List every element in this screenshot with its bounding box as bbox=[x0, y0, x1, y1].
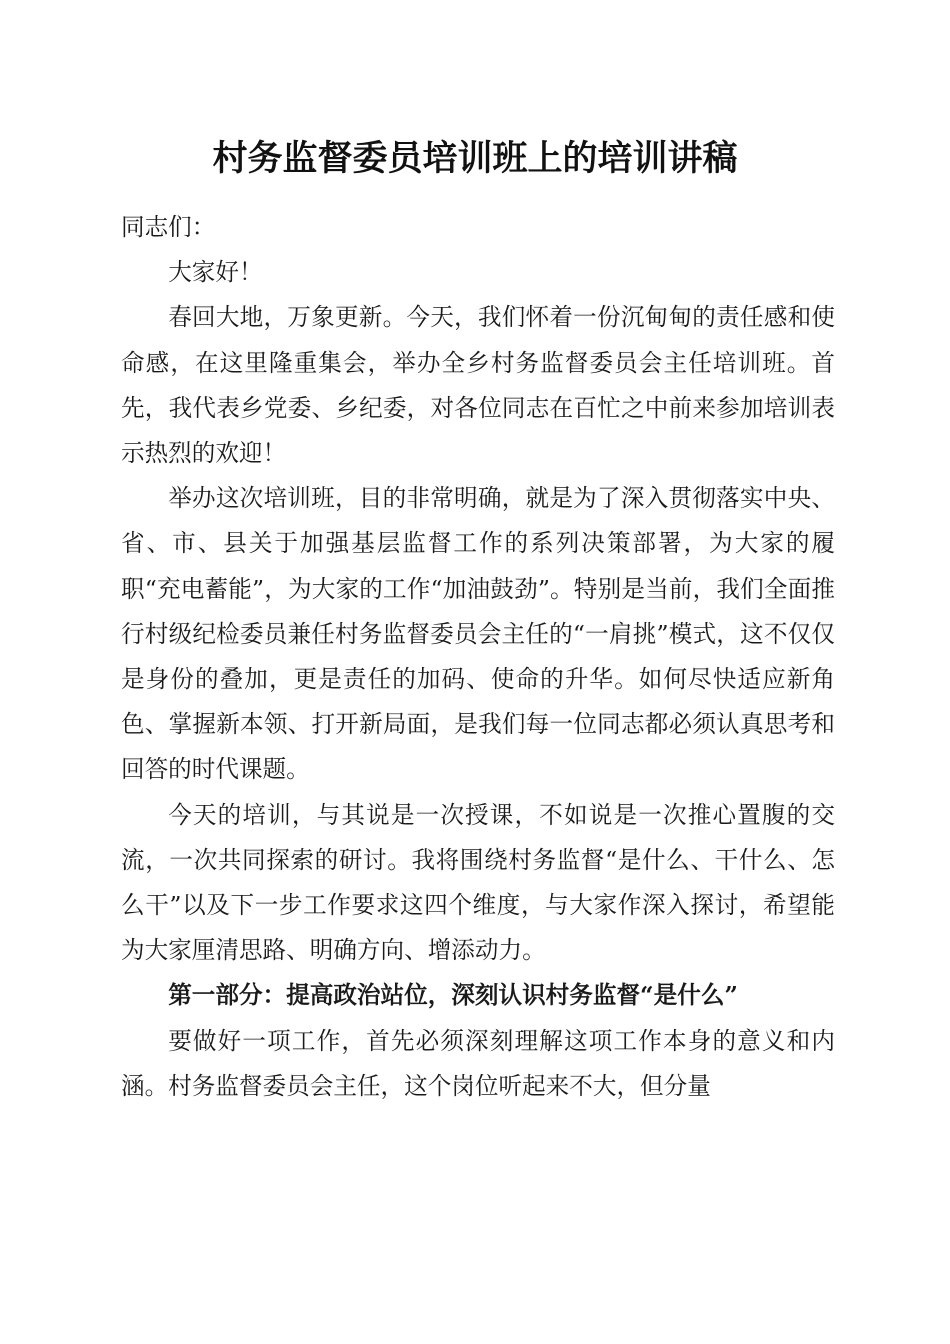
paragraph-3: 今天的培训，与其说是一次授课，不如说是一次推心置腹的交流，一次共同探索的研讨。我将围绕村务监督“是什么、干什么、怎么干”以及下一步工作要求这四个维度，与大家作深入探讨，希望能为大家厘清思路、明确方向、增添动力。 bbox=[121, 800, 835, 965]
salutation: 同志们： bbox=[121, 213, 216, 241]
paragraph-2: 举办这次培训班，目的非常明确，就是为了深入贯彻落实中央、省、市、县关于加强基层监督工作的系列决策部署，为大家的履职“充电蓄能”，为大家的工作“加油鼓劲”。特别是当前，我们全面推行村级纪检委员兼任村务监督委员会主任的“一肩挑”模式，这不仅仅是身份的叠加，更是责任的加码、使命的升华。如何尽快适应新角色、掌握新本领、打开新局面，是我们每一位同志都必须认真思考和回答的时代课题。 bbox=[121, 484, 835, 784]
section-heading: 第一部分：提高政治站位，深刻认识村务监督“是什么” bbox=[168, 981, 738, 1010]
greeting: 大家好！ bbox=[168, 258, 263, 287]
document-body bbox=[121, 205, 835, 1109]
paragraph-1: 春回大地，万象更新。今天，我们怀着一份沉甸甸的责任感和使命感，在这里隆重集会，举办全乡村务监督委员会主任培训班。首先，我代表乡党委、乡纪委，对各位同志在百忙之中前来参加培训表示热烈的欢迎！ bbox=[121, 303, 835, 468]
section-paragraph: 要做好一项工作，首先必须深刻理解这项工作本身的意义和内涵。村务监督委员会主任，这个岗位听起来不大，但分量 bbox=[121, 1026, 835, 1100]
document-title: 村务监督委员培训班上的培训讲稿 bbox=[212, 138, 738, 179]
